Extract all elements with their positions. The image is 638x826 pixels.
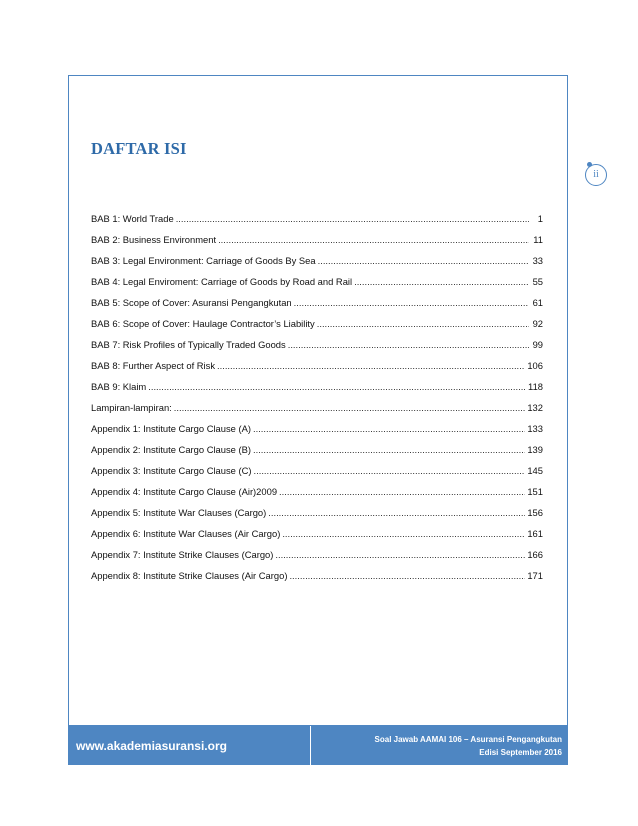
toc-entry-page: 55 (532, 276, 543, 287)
footer-doc-info (311, 726, 568, 765)
toc-entry-label: BAB 5: Scope of Cover: Asuransi Pengangkutan (91, 297, 292, 308)
toc-entry-label: BAB 4: Legal Enviroment: Carriage of Goods by Road and Rail (91, 276, 353, 287)
footer-doc-title: Soal Jawab AAMAI 106 – Asuransi Pengangkutan (374, 734, 562, 744)
toc-entry-page: 118 (528, 381, 543, 392)
toc-leader-dots (294, 297, 529, 308)
toc-entry-appendix-4[interactable] (91, 486, 543, 507)
toc-leader-dots (217, 360, 525, 371)
toc-leader-dots (253, 444, 525, 455)
toc-entry-page: 11 (533, 234, 543, 245)
toc-entry-appendix-1[interactable] (91, 423, 543, 444)
toc-leader-dots (174, 402, 526, 413)
toc-entry-page: 171 (527, 570, 543, 581)
toc-entry-appendix-5[interactable] (91, 507, 543, 528)
toc-leader-dots (318, 255, 529, 266)
footer-edition: Edisi September 2016 (479, 747, 562, 757)
toc-entry-page: 99 (532, 339, 543, 350)
toc-entry-label: BAB 8: Further Aspect of Risk (91, 360, 216, 371)
toc-leader-dots (253, 423, 525, 434)
toc-entry-label: Appendix 2: Institute Cargo Clause (B) (91, 444, 251, 455)
footer-website-link[interactable]: www.akademiasuransi.org (76, 738, 227, 753)
page-title: DAFTAR ISI (91, 139, 187, 158)
footer-website-box (68, 726, 311, 765)
toc-entry-label: Appendix 1: Institute Cargo Clause (A) (91, 423, 251, 434)
toc-entry-appendix-6[interactable] (91, 528, 543, 549)
table-of-contents (91, 213, 543, 591)
toc-entry-label: Appendix 5: Institute War Clauses (Cargo) (91, 507, 267, 518)
toc-entry-lampiran[interactable] (91, 402, 543, 423)
toc-entry-bab-4[interactable] (91, 276, 543, 297)
toc-entry-page: 61 (532, 297, 543, 308)
toc-entry-label: Appendix 7: Institute Strike Clauses (Cargo) (91, 549, 274, 560)
toc-entry-bab-2[interactable] (91, 234, 543, 255)
toc-entry-label: Appendix 8: Institute Strike Clauses (Air Cargo) (91, 570, 288, 581)
toc-entry-page: 92 (532, 318, 543, 329)
toc-leader-dots (317, 318, 529, 329)
toc-leader-dots (268, 507, 525, 518)
toc-entry-page: 1 (537, 213, 543, 224)
toc-entry-page: 33 (532, 255, 543, 266)
toc-leader-dots (176, 213, 529, 224)
toc-leader-dots (288, 339, 529, 350)
page-footer (68, 726, 568, 765)
toc-entry-appendix-7[interactable] (91, 549, 543, 570)
toc-entry-bab-8[interactable] (91, 360, 543, 381)
toc-entry-bab-3[interactable] (91, 255, 543, 276)
toc-entry-label: Appendix 4: Institute Cargo Clause (Air)2009 (91, 486, 278, 497)
toc-entry-label: BAB 1: World Trade (91, 213, 174, 224)
toc-leader-dots (354, 276, 529, 287)
toc-leader-dots (279, 486, 525, 497)
toc-entry-label: Appendix 3: Institute Cargo Clause (C) (91, 465, 252, 476)
toc-leader-dots (254, 465, 526, 476)
toc-entry-label: BAB 6: Scope of Cover: Haulage Contractor’s Liability (91, 318, 315, 329)
toc-entry-page: 151 (527, 486, 543, 497)
toc-entry-label: Lampiran-lampiran: (91, 402, 172, 413)
toc-entry-page: 145 (527, 465, 543, 476)
toc-entry-page: 156 (527, 507, 543, 518)
toc-entry-label: BAB 9: Klaim (91, 381, 147, 392)
toc-entry-bab-5[interactable] (91, 297, 543, 318)
toc-leader-dots (289, 570, 525, 581)
toc-entry-page: 106 (527, 360, 543, 371)
toc-entry-label: Appendix 6: Institute War Clauses (Air Cargo) (91, 528, 281, 539)
toc-leader-dots (282, 528, 525, 539)
toc-leader-dots (148, 381, 526, 392)
toc-entry-bab-6[interactable] (91, 318, 543, 339)
toc-leader-dots (275, 549, 525, 560)
toc-entry-label: BAB 3: Legal Environment: Carriage of Goods By Sea (91, 255, 316, 266)
toc-entry-bab-7[interactable] (91, 339, 543, 360)
toc-entry-appendix-8[interactable] (91, 570, 543, 591)
toc-leader-dots (218, 234, 529, 245)
toc-entry-page: 166 (527, 549, 543, 560)
toc-entry-label: BAB 2: Business Environment (91, 234, 217, 245)
page-number-badge: ii (585, 164, 607, 186)
toc-entry-page: 161 (527, 528, 543, 539)
toc-entry-page: 139 (527, 444, 543, 455)
toc-entry-page: 133 (527, 423, 543, 434)
toc-entry-label: BAB 7: Risk Profiles of Typically Traded Goods (91, 339, 286, 350)
toc-entry-bab-9[interactable] (91, 381, 543, 402)
toc-entry-bab-1[interactable] (91, 213, 543, 234)
toc-entry-page: 132 (527, 402, 543, 413)
toc-entry-appendix-3[interactable] (91, 465, 543, 486)
toc-entry-appendix-2[interactable] (91, 444, 543, 465)
